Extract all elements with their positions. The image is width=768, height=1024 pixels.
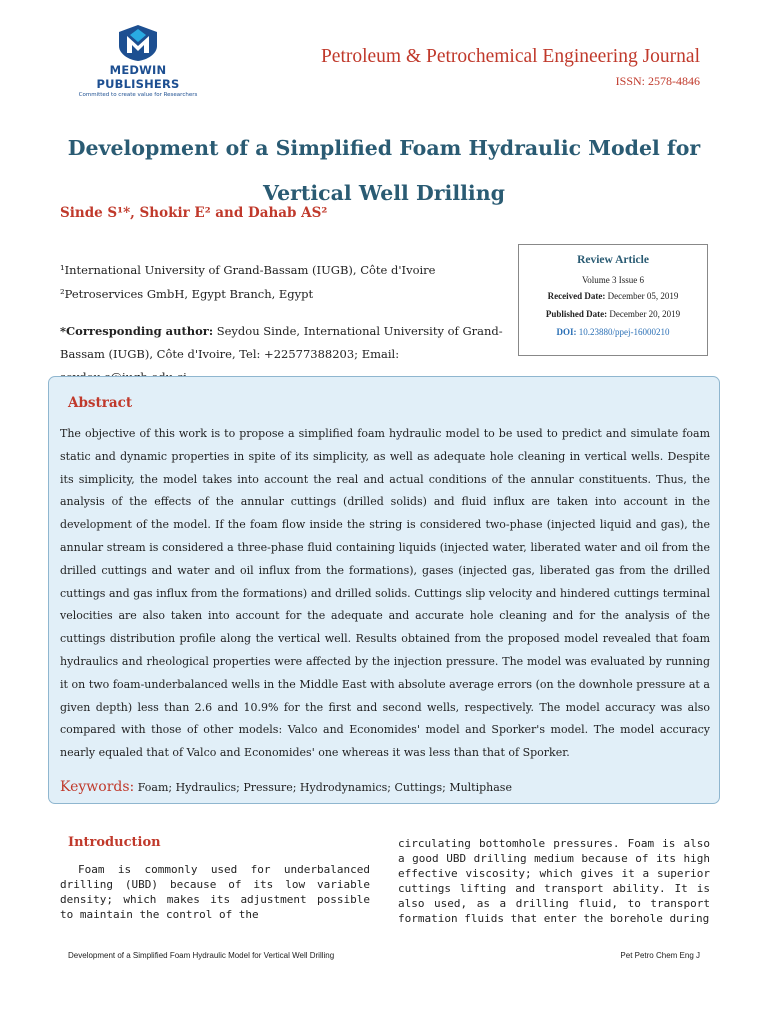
corresponding-label: *Corresponding author: (60, 324, 214, 338)
keywords-list: Foam; Hydraulics; Pressure; Hydrodynamics; Cuttings; Multiphase (134, 781, 512, 794)
journal-title: Petroleum & Petrochemical Engineering Journal (320, 46, 700, 67)
published-value: December 20, 2019 (607, 309, 681, 319)
doi[interactable] (519, 327, 707, 337)
footer-article-title: Development of a Simplified Foam Hydraulic Model for Vertical Well Drilling (68, 951, 335, 960)
published-date (519, 309, 707, 319)
publisher-logo (68, 24, 208, 98)
abstract-text: The objective of this work is to propose a simplified foam hydraulic model to be used to predict and simulate foam static and dynamic properties in spite of its simplicity, as well as adequate hole cleaning in vertical wells. Despite its simplicity, the model takes into account the real and actual conditions of the annular constituents. Thus, the analysis of the effects of the annular cuttings (drilled solids) and fluid influx are taken into account in the development of the model. If the foam flow inside the string is considered two-phase (injected liquid and gas), the annular stream is considered a three-phase fluid containing liquids (injected water, liberated water and oil from the drilled cuttings and water and oil influx from the formations), gases (injected gas, liberated gas from the drilled cuttings and gas influx from the formations) and drilled solids. Cuttings slip velocity and hindered cuttings terminal velocities are also taken into account for the adequate and accurate hole cleaning and for the analysis of the cuttings distribution profile along the vertical well. Results obtained from the proposed model revealed that foam hydraulics and rheological properties were affected by the injection pressure. The model was evaluated by running it on two foam-underbalanced wells in the Middle East with absolute average errors (on the downhole pressure at a given depth) less than 2.6 and 10.9% for the first and second wells, respectively. The model accuracy was also compared with those of other models: Valco and Economides' model and Sporker's model. The model accuracy nearly equaled that of Valco and Economides' one whereas it was less than that of Sporker. (60, 427, 710, 760)
keywords (60, 779, 512, 795)
publisher-tagline: Committed to create value for Researchers (78, 92, 198, 98)
publisher-name: MEDWIN PUBLISHERS (96, 63, 180, 91)
introduction-heading: Introduction (68, 835, 161, 850)
abstract-box (48, 376, 720, 804)
footer-journal-abbrev: Pet Petro Chem Eng J (620, 951, 700, 960)
doi-label: DOI: (556, 327, 577, 337)
body-left-column: Foam is commonly used for underbalanced drilling (UBD) because of its low variable density; which makes its adjustment possible to maintain the control of the (60, 863, 370, 921)
keywords-label: Keywords: (60, 779, 135, 795)
received-value: December 05, 2019 (605, 291, 679, 301)
journal-issn: ISSN: 2578-4846 (615, 74, 700, 88)
doi-value: 10.23880/ppej-16000210 (576, 327, 670, 337)
affiliation-1: ¹International University of Grand-Bassam (IUGB), Côte d'Ivoire (60, 263, 436, 277)
published-label: Published Date: (545, 309, 608, 319)
article-authors: Sinde S¹*, Shokir E² and Dahab AS² (60, 205, 328, 221)
volume-issue: Volume 3 Issue 6 (581, 275, 645, 285)
received-date (519, 291, 707, 301)
body-right-column: circulating bottomhole pressures. Foam is also a good UBD drilling medium because of its high effective viscosity; which gives it a superior cuttings lifting and transport ability. It is also used, as a drilling fluid, to transport formation fluids that enter the borehole during (398, 837, 710, 925)
article-title: Development of a Simplified Foam Hydraulic Model for Vertical Well Drilling (67, 136, 701, 205)
medwin-shield-icon (116, 24, 160, 62)
corresponding-details: Seydou Sinde, International University of Grand-Bassam (IUGB), Côte d'Ivoire, Tel: +22577388203; Email: (60, 324, 503, 361)
article-info-box (518, 244, 708, 356)
article-type: Review Article (577, 254, 649, 266)
received-label: Received Date: (547, 291, 606, 301)
affiliation-2: ²Petroservices GmbH, Egypt Branch, Egypt (60, 287, 314, 301)
abstract-heading: Abstract (68, 395, 133, 411)
